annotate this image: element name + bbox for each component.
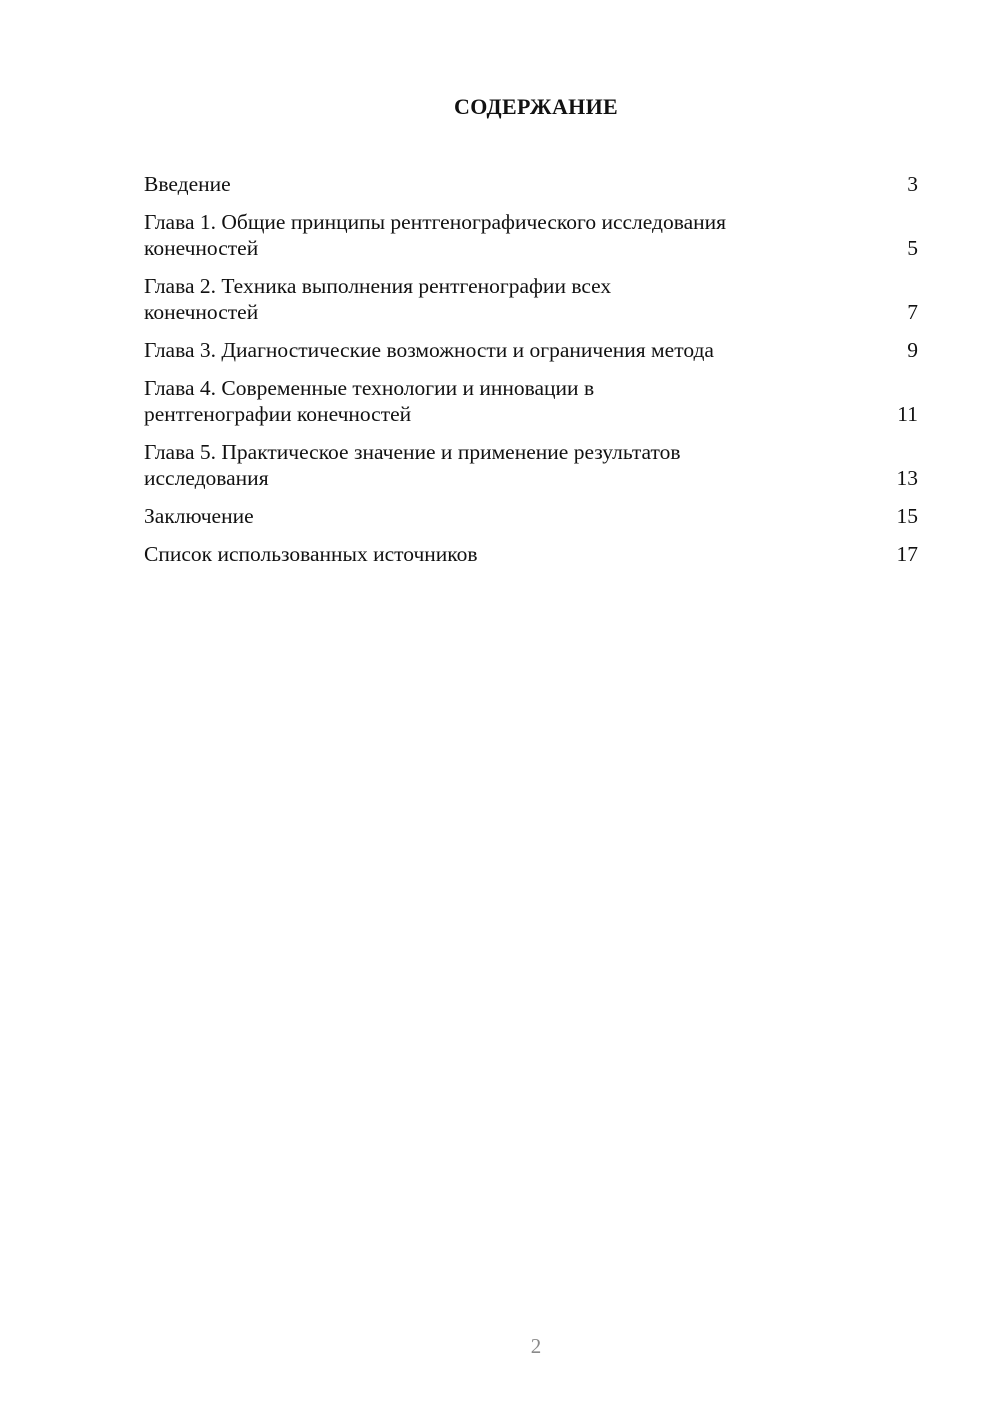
page-title: СОДЕРЖАНИЕ xyxy=(454,94,618,119)
toc-entry[interactable] xyxy=(144,209,918,261)
toc-entry-title: Глава 2. Техника выполнения рентгенографии всех конечностей xyxy=(144,274,612,324)
toc-entry-page: 11 xyxy=(897,402,918,426)
toc-entry-title: Глава 3. Диагностические возможности и ограничения метода xyxy=(144,338,714,362)
toc-entry-title: Заключение xyxy=(144,504,254,528)
toc-entry-title: Глава 5. Практическое значение и применение результатов исследования xyxy=(144,440,681,490)
toc-entry-page: 17 xyxy=(896,542,918,566)
toc-entry-title: Глава 4. Современные технологии и инновации в рентгенографии конечностей xyxy=(144,376,595,426)
toc-entry-page: 9 xyxy=(907,338,918,362)
toc-entry[interactable] xyxy=(144,171,918,197)
toc-entry-page: 7 xyxy=(907,300,918,324)
toc-entry[interactable] xyxy=(144,439,918,491)
table-of-contents xyxy=(144,171,918,579)
toc-entry-title: Глава 1. Общие принципы рентгенографического исследования конечностей xyxy=(144,210,727,260)
toc-entry[interactable] xyxy=(144,541,918,567)
toc-entry[interactable] xyxy=(144,375,918,427)
toc-entry[interactable] xyxy=(144,337,918,363)
toc-entry-page: 13 xyxy=(896,466,918,490)
toc-entry[interactable] xyxy=(144,273,918,325)
toc-entry-page: 3 xyxy=(907,172,918,196)
page-number: 2 xyxy=(530,1334,542,1358)
toc-entry-page: 15 xyxy=(896,504,918,528)
toc-entry-title: Список использованных источников xyxy=(144,542,478,566)
toc-entry[interactable] xyxy=(144,503,918,529)
toc-entry-title: Введение xyxy=(144,172,231,196)
toc-entry-page: 5 xyxy=(907,236,918,260)
